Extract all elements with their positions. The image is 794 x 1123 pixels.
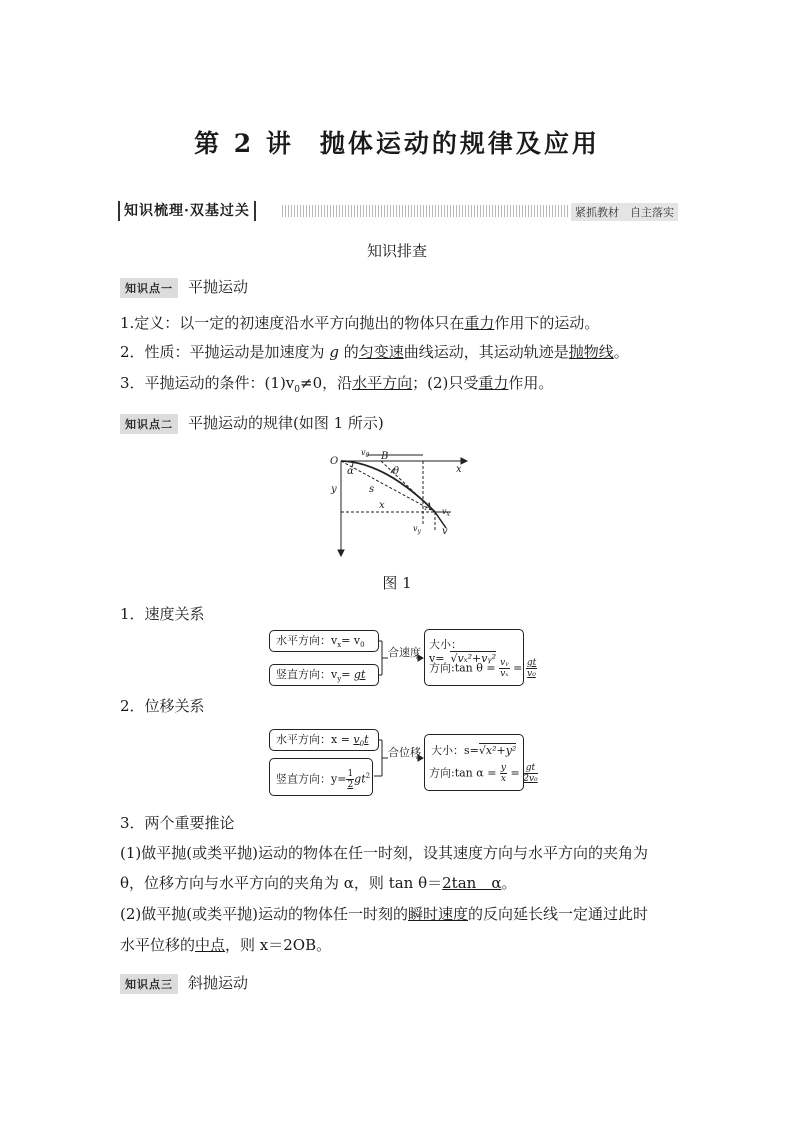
inference-2-line-1: (2)做平抛(或类平抛)运动的物体任一时刻的瞬时速度的反向延长线一定通过此时 [120, 905, 648, 923]
banner-tagline: 紧抓教材 自主落实 [571, 203, 678, 221]
label-O: O [330, 456, 339, 467]
answer-blank: 重力 [478, 374, 509, 392]
inference-1-line-1: (1)做平抛(或类平抛)运动的物体在任一时刻，设其速度方向与水平方向的夹角为 [120, 844, 648, 862]
label-x: x [456, 464, 462, 475]
section-heading: 斜抛运动 [188, 974, 249, 992]
section-heading: 平抛运动的规律(如图 1 所示) [188, 414, 384, 432]
resultant-velocity-label: 合速度 [388, 646, 421, 659]
horizontal-displacement-box: 水平方向：$x = v_0t$ [269, 729, 379, 751]
inference-2-line-2: 水平位移的中点，则 x＝2OB。 [120, 936, 332, 954]
displacement-heading: 2．位移关系 [120, 697, 205, 715]
figure-caption: 图 1 [382, 574, 412, 592]
label-vx: $v_x$ [442, 507, 450, 518]
inference-1-line-2: θ，位移方向与水平方向的夹角为 α，则 tan θ＝2tan α。 [120, 874, 517, 892]
answer-blank: 抛物线 [568, 343, 614, 361]
tag-badge: 知识点二 [120, 414, 178, 434]
label-alpha: α [347, 466, 354, 477]
x-axis-arrow [461, 458, 467, 464]
projectile-diagram [325, 448, 475, 560]
section-banner [118, 201, 678, 221]
answer-blank: 水平方向 [352, 374, 413, 392]
y-axis-arrow [338, 550, 344, 556]
label-v0: $v_0$ [361, 448, 370, 459]
resultant-displacement-label: 合位移 [388, 746, 421, 759]
answer-blank: 瞬时速度 [407, 905, 468, 923]
label-A: A [425, 502, 433, 513]
banner-hatch-decoration [282, 205, 568, 217]
vertical-velocity-box: 竖直方向：$v_y=$ gt [269, 664, 379, 686]
knowledge-point-2 [120, 412, 384, 434]
resultant-displacement-box: 大小：s=√x²+y² 方向:tan α = $\frac{y}{x}$ = $\frac{gt}{\text{2v₀}}$ [424, 734, 524, 791]
label-theta: θ [393, 466, 400, 477]
knowledge-point-3 [120, 972, 248, 994]
label-s: s [369, 484, 375, 495]
tag-badge: 知识点一 [120, 278, 178, 298]
tag-badge: 知识点三 [120, 974, 178, 994]
answer-blank: 2tan α [442, 874, 502, 892]
displacement-diagram [268, 726, 538, 798]
answer-blank: 重力 [464, 314, 495, 332]
definition-line: 1.定义：以一定的初速度沿水平方向抛出的物体只在重力作用下的运动。 [120, 314, 600, 332]
label-y: y [331, 484, 337, 495]
label-vy: $v_y$ [413, 524, 421, 535]
velocity-diagram [268, 628, 537, 688]
page-title [0, 124, 794, 160]
knowledge-point-1 [120, 276, 248, 298]
banner-label: 知识梳理·双基过关 [118, 201, 256, 221]
answer-blank: 中点 [195, 936, 226, 954]
subheading: 知识排查 [366, 242, 427, 260]
resultant-velocity-box: 大小：v= √vₓ²+vᵧ² 方向:tan θ = $\frac{\text{vᵧ}}{\text{vₓ}}$ = $\frac{gt}{\text{v₀}}$ [424, 629, 524, 686]
answer-blank: 匀变速 [358, 343, 404, 361]
lesson-number: 第 2 讲 [194, 129, 294, 158]
label-v: v [442, 526, 448, 537]
velocity-heading: 1．速度关系 [120, 605, 205, 623]
vertical-displacement-box: 竖直方向：y= $\frac{1}{2}$ $gt^2$ [269, 758, 373, 796]
horizontal-velocity-box: 水平方向：$v_x= v_0$ [269, 630, 379, 652]
property-line: 2．性质：平抛运动是加速度为 g 的匀变速曲线运动，其运动轨迹是抛物线。 [120, 343, 629, 361]
lesson-title: 抛体运动的规律及应用 [319, 129, 600, 158]
label-x-disp: x [379, 500, 385, 511]
label-B: B [381, 451, 389, 462]
displacement-line [341, 461, 435, 512]
section-heading: 平抛运动 [188, 278, 249, 296]
inference-heading: 3．两个重要推论 [120, 814, 235, 832]
condition-line: 3．平抛运动的条件：$(1)v_0\ne 0$，沿水平方向；(2)只受重力作用。 [120, 374, 554, 395]
